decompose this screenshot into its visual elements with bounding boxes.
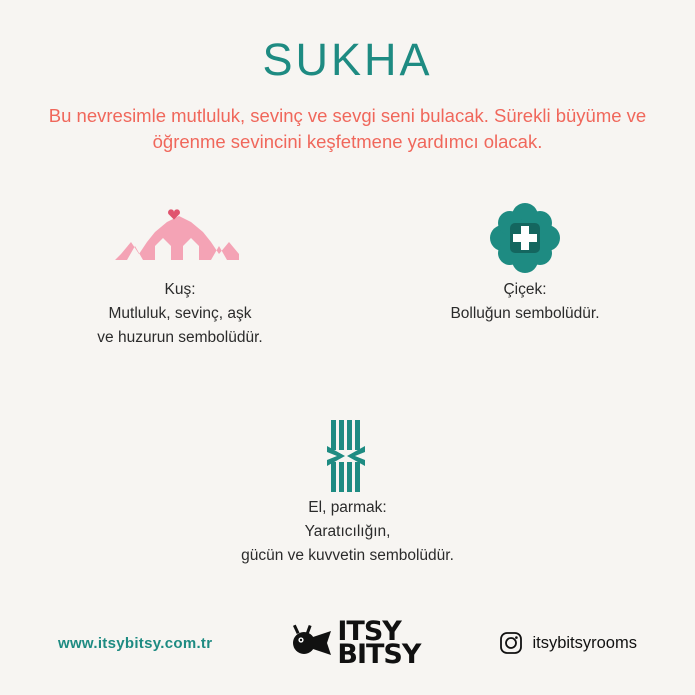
brand-line-1: ITSY [337, 615, 401, 647]
footer [0, 615, 695, 671]
brand-logo [291, 615, 421, 671]
subtitle-text: Bu nevresimle mutluluk, sevinç ve sevgi seni bulacak. Sürekli büyüme ve öğrenme sevincini keşfetmene yardımcı olacak. [48, 104, 647, 153]
instagram-handle: itsybitsyrooms [532, 633, 637, 652]
symbol-label: Çiçek: [503, 281, 547, 299]
symbol-line-1: Bolluğun sembolüdür. [450, 305, 600, 323]
flower-icon [375, 198, 675, 278]
symbols-row [0, 198, 695, 398]
symbol-label: El, parmak: [308, 499, 387, 517]
symbol-bird [30, 198, 330, 350]
symbol-line-2: gücün ve kuvvetin sembolüdür. [241, 547, 454, 565]
brand-line-2: BITSY [337, 639, 421, 671]
page-title: SUKHA [262, 34, 433, 85]
symbol-line-1: Mutluluk, sevinç, aşk [108, 305, 252, 323]
symbol-line-2: ve huzurun sembolüdür. [97, 329, 263, 347]
website-link[interactable]: www.itsybitsy.com.tr [58, 634, 213, 652]
symbol-line-1: Yaratıcılığın, [304, 523, 391, 541]
symbol-caption [148, 496, 548, 568]
hand-finger-icon [148, 416, 548, 496]
brand-text [337, 615, 421, 671]
symbol-hand [148, 416, 548, 568]
symbol-caption [30, 278, 330, 350]
instagram-icon [499, 631, 523, 655]
bird-icon [30, 198, 330, 278]
instagram-link[interactable] [499, 631, 637, 655]
symbol-label: Kuş: [164, 281, 196, 299]
symbol-flower [375, 198, 675, 326]
bug-logo-icon [291, 623, 333, 663]
symbol-caption [375, 278, 675, 326]
